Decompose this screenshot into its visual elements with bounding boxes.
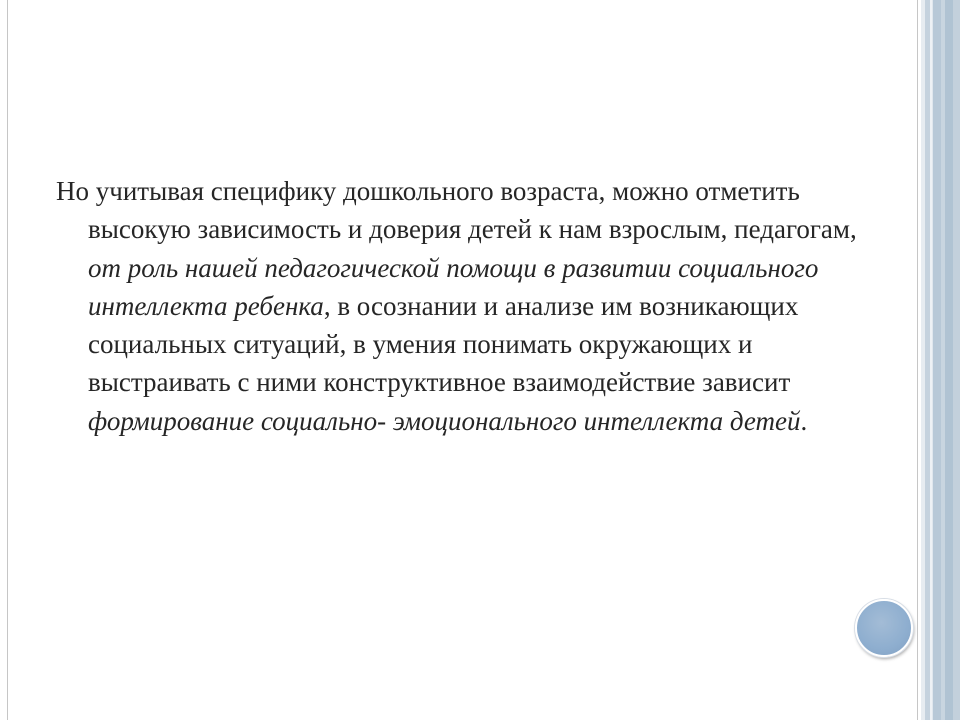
paragraph-text-3: .	[800, 405, 808, 436]
slide-body-paragraph	[56, 172, 858, 440]
paragraph-text-2: , в осознании и анализе им возникающих социальных ситуаций, в умения понимать окружающих и выстраивать с ними конструктивное взаимодействие зависит	[88, 290, 799, 398]
paragraph-italic-2: формирование социально- эмоционального интеллекта детей	[88, 405, 801, 436]
slide-frame-left-line	[7, 0, 8, 720]
decorative-side-band	[921, 0, 960, 720]
paragraph-italic-1: от роль нашей педагогической помощи в развитии социального интеллекта ребенка	[88, 252, 819, 321]
decorative-side-band-gap	[930, 0, 932, 720]
slide-frame-right-line	[917, 0, 918, 720]
decorative-circle-icon	[855, 599, 913, 657]
paragraph-text-1: Но учитывая специфику дошкольного возраста, можно отметить высокую зависимость и доверия детей к нам взрослым, педагогам,	[56, 176, 857, 245]
